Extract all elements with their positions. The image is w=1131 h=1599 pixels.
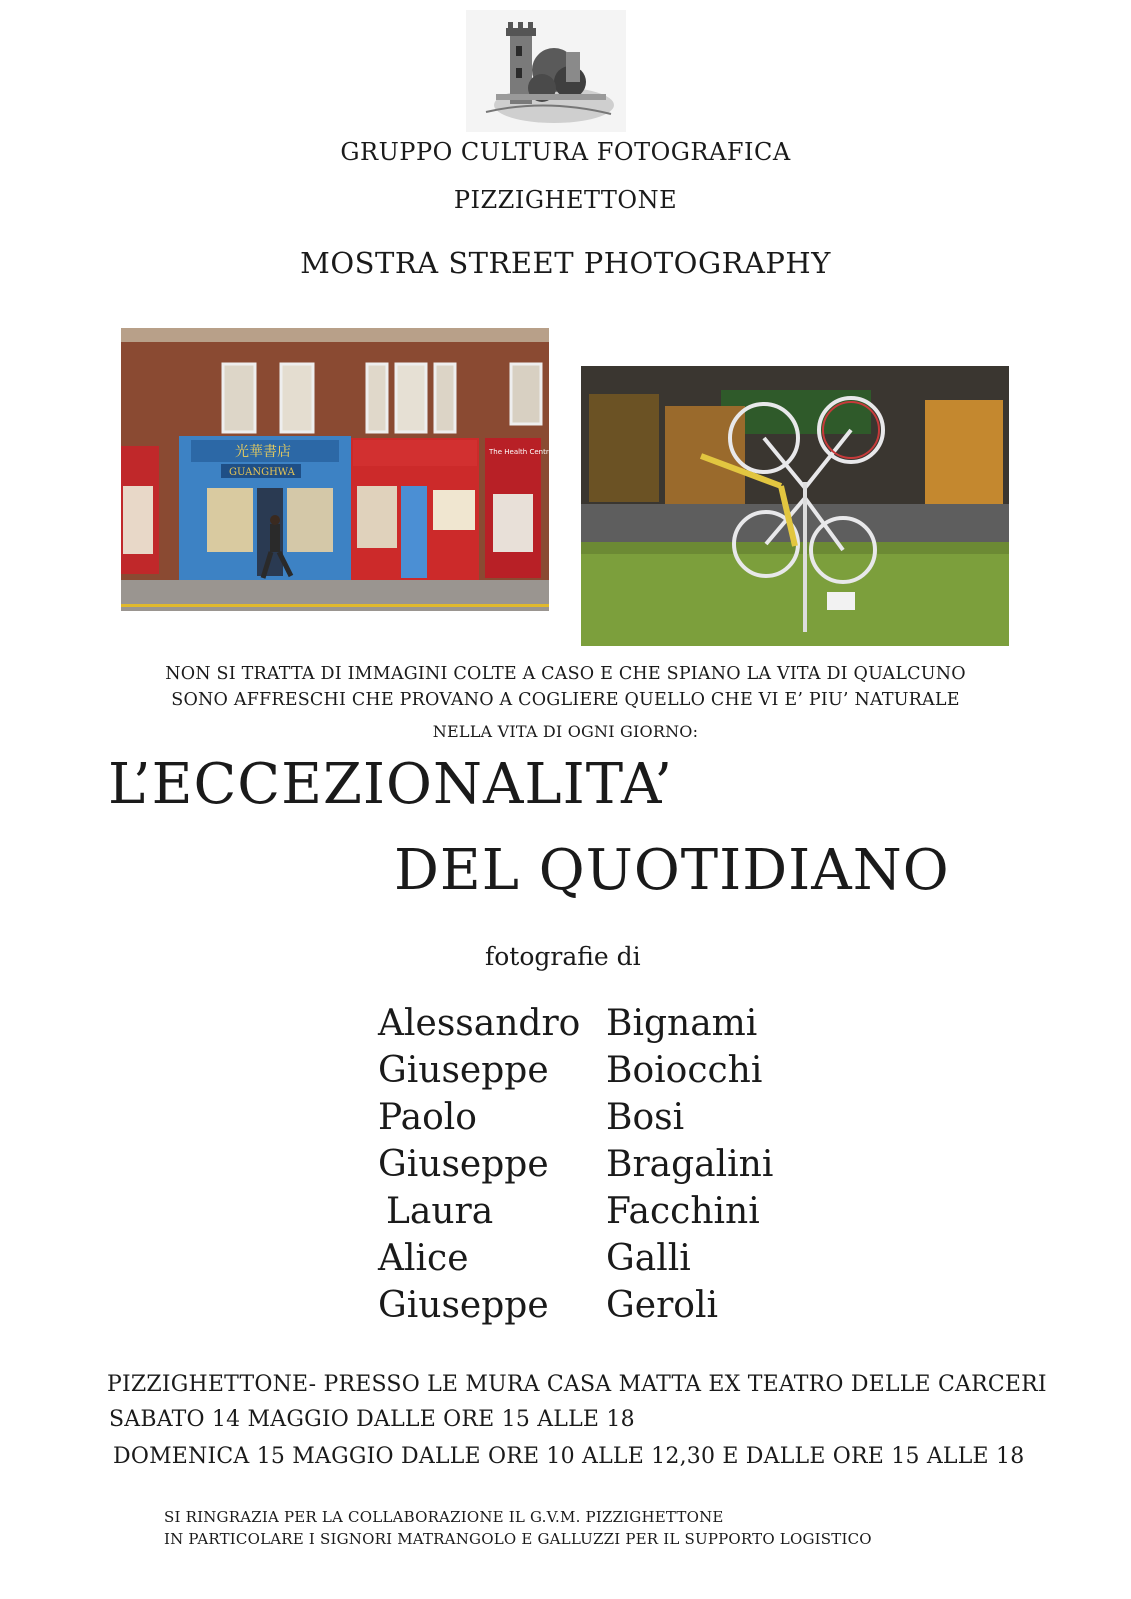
group-name: GRUPPO CULTURA FOTOGRAFICA — [340, 138, 791, 166]
exhibition-name: MOSTRA STREET PHOTOGRAPHY — [300, 246, 831, 280]
title-line: L’ECCEZIONALITA’ — [108, 752, 674, 817]
thanks-line: IN PARTICOLARE I SIGNORI MATRANGOLO E GALLUZZI PER IL SUPPORTO LOGISTICO — [164, 1530, 872, 1548]
photographer-last-name: Galli — [606, 1238, 691, 1279]
tower-logo — [466, 10, 626, 132]
intro-line: NON SI TRATTA DI IMMAGINI COLTE A CASO E CHE SPIANO LA VITA DI QUALCUNO — [165, 664, 966, 684]
photographer-first-name: Laura — [386, 1191, 494, 1232]
photographer-first-name: Paolo — [378, 1097, 477, 1138]
photographer-last-name: Bragalini — [606, 1144, 774, 1185]
group-town: PIZZIGHETTONE — [453, 186, 678, 214]
storefront-photo — [121, 328, 549, 611]
photographer-last-name: Bignami — [606, 1003, 758, 1044]
photographer-last-name: Boiocchi — [606, 1050, 763, 1091]
photographer-first-name: Giuseppe — [378, 1285, 549, 1326]
photographer-last-name: Geroli — [606, 1285, 718, 1326]
intro-line: SONO AFFRESCHI CHE PROVANO A COGLIERE QUELLO CHE VI E’ PIU’ NATURALE — [171, 690, 960, 710]
byline: fotografie di — [485, 942, 641, 971]
thanks-line: SI RINGRAZIA PER LA COLLABORAZIONE IL G.V.M. PIZZIGHETTONE — [164, 1508, 724, 1526]
shop-chinese-sign: 光華書店 — [235, 444, 291, 460]
shop-sign: GUANGHWA — [229, 467, 295, 478]
photographer-first-name: Alice — [378, 1238, 469, 1279]
venue-line: PIZZIGHETTONE- PRESSO LE MURA CASA MATTA EX TEATRO DELLE CARCERI — [107, 1372, 1047, 1397]
photographer-first-name: Giuseppe — [378, 1144, 549, 1185]
photographer-first-name: Giuseppe — [378, 1050, 549, 1091]
health-sign: The Health Centre — [489, 448, 549, 456]
photographer-first-name: Alessandro — [378, 1003, 581, 1044]
photographer-last-name: Facchini — [606, 1191, 760, 1232]
schedule-sunday: DOMENICA 15 MAGGIO DALLE ORE 10 ALLE 12,30 E DALLE ORE 15 ALLE 18 — [113, 1444, 1025, 1469]
schedule-saturday: SABATO 14 MAGGIO DALLE ORE 15 ALLE 18 — [109, 1407, 635, 1432]
title-line: DEL QUOTIDIANO — [394, 838, 950, 903]
intro-line: NELLA VITA DI OGNI GIORNO: — [432, 722, 699, 741]
photographer-last-name: Bosi — [606, 1097, 685, 1138]
bicycle-sculpture-photo — [581, 366, 1009, 646]
